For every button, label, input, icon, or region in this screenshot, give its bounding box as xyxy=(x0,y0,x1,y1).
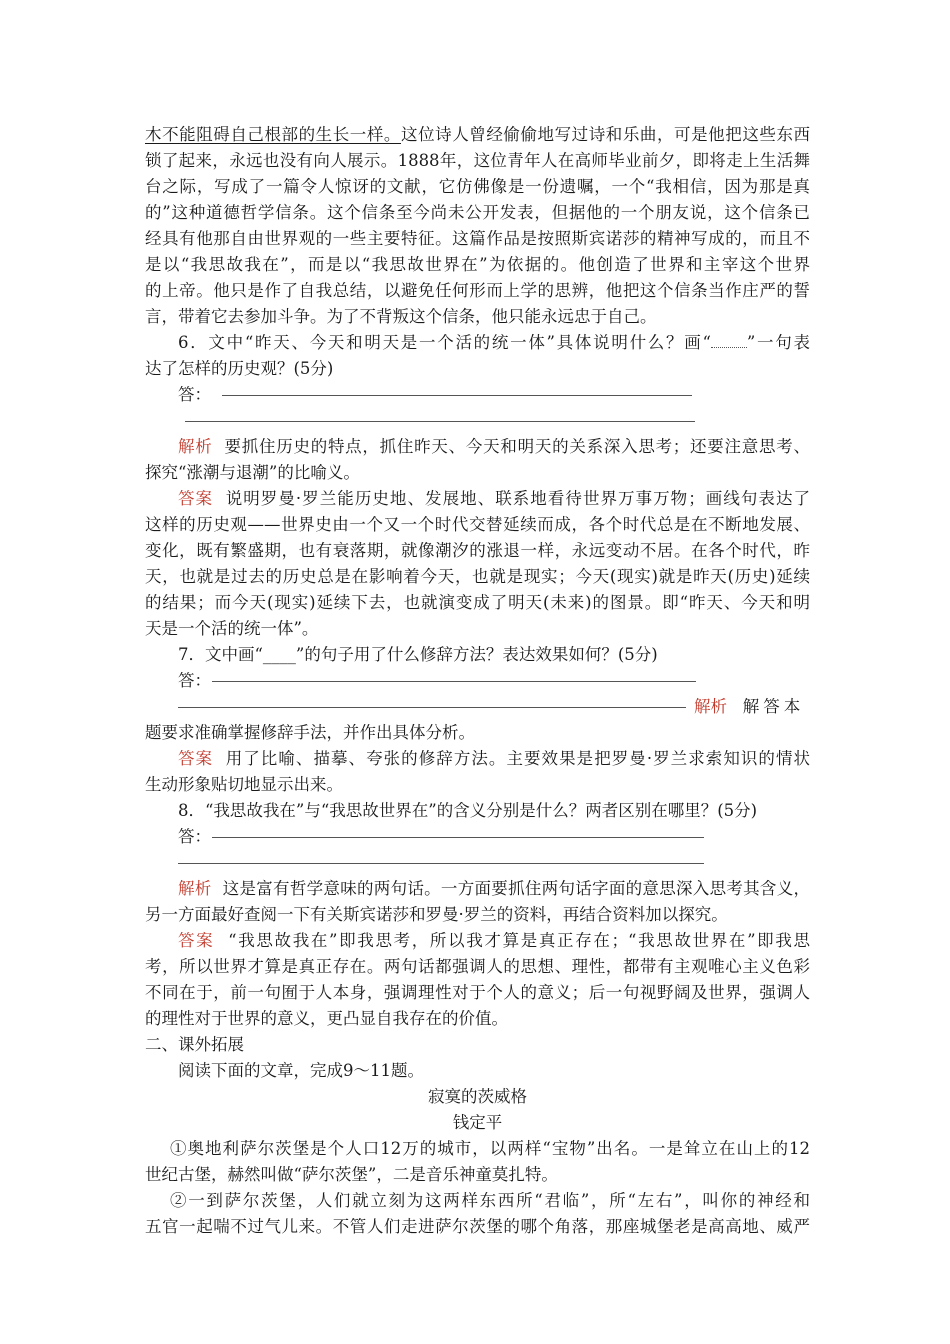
daan-8-line: 的理性对于世界的意义，更凸显自我存在的价值。 xyxy=(145,1009,508,1028)
text-span: 用了比喻、描摹、夸张的修辞方法。主要效果是把罗曼·罗兰求索知识的情状 xyxy=(225,749,811,768)
underlined-sentence: 木不能阻碍自己根部的生长一样。 xyxy=(145,125,401,144)
paragraph-line: 台之际，写成了一篇令人惊讶的文献，它仿佛像是一份遗嘱，一个“我相信，因为那是真 xyxy=(145,177,810,196)
article-paragraph-1: ①奥地利萨尔茨堡是个人口12万的城市，以两样“宝物”出名。一是耸立在山上的12 xyxy=(170,1139,810,1158)
question-6-line2: 达了怎样的历史观？(5分) xyxy=(145,359,334,378)
daan-8 xyxy=(178,928,810,954)
answer-label: 答： xyxy=(178,671,211,690)
article-author: 钱定平 xyxy=(452,1113,503,1132)
paragraph-line: 是以“我思故我在”，而是以“我思故世界在”为依据的。他创造了世界和主宰这个世界 xyxy=(145,255,810,274)
daan-label: 答案 xyxy=(178,489,214,508)
question-7: 7．文中画“____”的句子用了什么修辞方法？表达效果如何？(5分) xyxy=(178,645,658,664)
jiexi-6 xyxy=(178,434,810,460)
text-span: “我思故我在”即我思考，所以我才算是真正存在；“我思故世界在”即我思 xyxy=(228,931,810,950)
jiexi-label: 解析 xyxy=(694,697,727,716)
paragraph-line: 锁了起来，永远也没有向人展示。1888年，这位青年人在高师毕业前夕，即将走上生活舞 xyxy=(145,151,810,170)
jiexi-7 xyxy=(694,694,810,720)
paragraph-line: 的上帝。他只是作了自我总结，以避免任何形而上学的思辨，他把这个信条当作庄严的誓 xyxy=(145,281,810,300)
answer-line[interactable] xyxy=(178,707,686,708)
jiexi-8 xyxy=(178,876,810,902)
paragraph-line: 的”这种道德哲学信条。这个信条至今尚未公开发表，但据他的一个朋友说，这个信条已 xyxy=(145,203,810,222)
daan-6-line: 这样的历史观——世界史由一个又一个时代交替延续而成，各个时代总是在不断地发展、 xyxy=(145,515,810,534)
answer-label: 答： xyxy=(178,385,211,404)
paragraph-line: 经具有他那自由世界观的一些主要特征。这篇作品是按照斯宾诺莎的精神写成的，而且不 xyxy=(145,229,810,248)
question-8: 8．“我思故我在”与“我思故世界在”的含义分别是什么？两者区别在哪里？(5分) xyxy=(178,801,758,820)
section-instruction: 阅读下面的文章，完成9～11题。 xyxy=(178,1061,424,1080)
daan-6-line: 的结果；而今天(现实)延续下去，也就演变成了明天(未来)的图景。即“昨天、今天和明 xyxy=(145,593,810,612)
answer-line[interactable] xyxy=(178,863,704,864)
section-heading: 二、课外拓展 xyxy=(145,1035,244,1054)
jiexi-7-line2: 题要求准确掌握修辞手法，并作出具体分析。 xyxy=(145,723,475,742)
daan-6-line: 天，也就是过去的历史总是在影响着今天，也就是现实；今天(现实)就是昨天(历史)延续 xyxy=(145,567,810,586)
text-span: 这是富有哲学意味的两句话。一方面要抓住两句话字面的意思深入思考其含义， xyxy=(222,879,811,898)
daan-6-line: 变化，既有繁盛期，也有衰落期，就像潮汐的涨退一样，永远变动不居。在各个时代，昨 xyxy=(145,541,810,560)
text-span: 6．文中“昨天、今天和明天是一个活的统一体”具体说明什么？画“ xyxy=(178,333,711,352)
answer-label: 答： xyxy=(178,827,211,846)
text-span: 这位诗人曾经偷偷地写过诗和乐曲，可是他把这些东西 xyxy=(401,125,811,144)
paragraph-line xyxy=(145,122,810,148)
article-paragraph-2-line2: 五官一起喘不过气儿来。不管人们走进萨尔茨堡的哪个角落，那座城堡老是高高地、威严 xyxy=(145,1217,810,1236)
daan-7-line: 生动形象贴切地显示出来。 xyxy=(145,775,343,794)
answer-line[interactable] xyxy=(212,681,696,682)
text-span: 要抓住历史的特点，抓住昨天、今天和明天的关系深入思考；还要注意思考、 xyxy=(224,437,811,456)
daan-6-line: 天是一个活的统一体”。 xyxy=(145,619,319,638)
jiexi-label: 解析 xyxy=(178,879,212,898)
wavy-mark xyxy=(711,333,747,348)
question-6 xyxy=(178,330,810,356)
answer-line[interactable] xyxy=(212,837,704,838)
article-paragraph-2: ②一到萨尔茨堡，人们就立刻为这两样东西所“君临”，所“左右”，叫你的神经和 xyxy=(170,1191,810,1210)
daan-7 xyxy=(178,746,810,772)
answer-line[interactable] xyxy=(185,421,695,422)
daan-label: 答案 xyxy=(178,749,214,768)
article-title: 寂寞的茨威格 xyxy=(428,1087,527,1106)
daan-8-line: 不同在于，前一句囿于人本身，强调理性对于个人的意义；后一句视野阔及世界，强调人 xyxy=(145,983,810,1002)
paragraph-line: 言，带着它去参加斗争。为了不背叛这个信条，他只能永远忠于自己。 xyxy=(145,307,657,326)
jiexi-label: 解析 xyxy=(178,437,213,456)
text-span: 说明罗曼·罗兰能历史地、发展地、联系地看待世界万事万物；画线句表达了 xyxy=(225,489,811,508)
jiexi-6-line2: 探究“涨潮与退潮”的比喻义。 xyxy=(145,463,360,482)
daan-label: 答案 xyxy=(178,931,215,950)
jiexi-8-line2: 另一方面最好查阅一下有关斯宾诺莎和罗曼·罗兰的资料，再结合资料加以探究。 xyxy=(145,905,728,924)
text-span: ”一句表 xyxy=(746,333,811,352)
daan-6 xyxy=(178,486,810,512)
text-span: 解答本 xyxy=(742,697,805,716)
article-paragraph-1-line2: 世纪古堡，赫然叫做“萨尔茨堡”，二是音乐神童莫扎特。 xyxy=(145,1165,558,1184)
answer-line[interactable] xyxy=(222,395,692,396)
daan-8-line: 考，所以世界才算是真正存在。两句话都强调人的思想、理性，都带有主观唯心主义色彩 xyxy=(145,957,810,976)
